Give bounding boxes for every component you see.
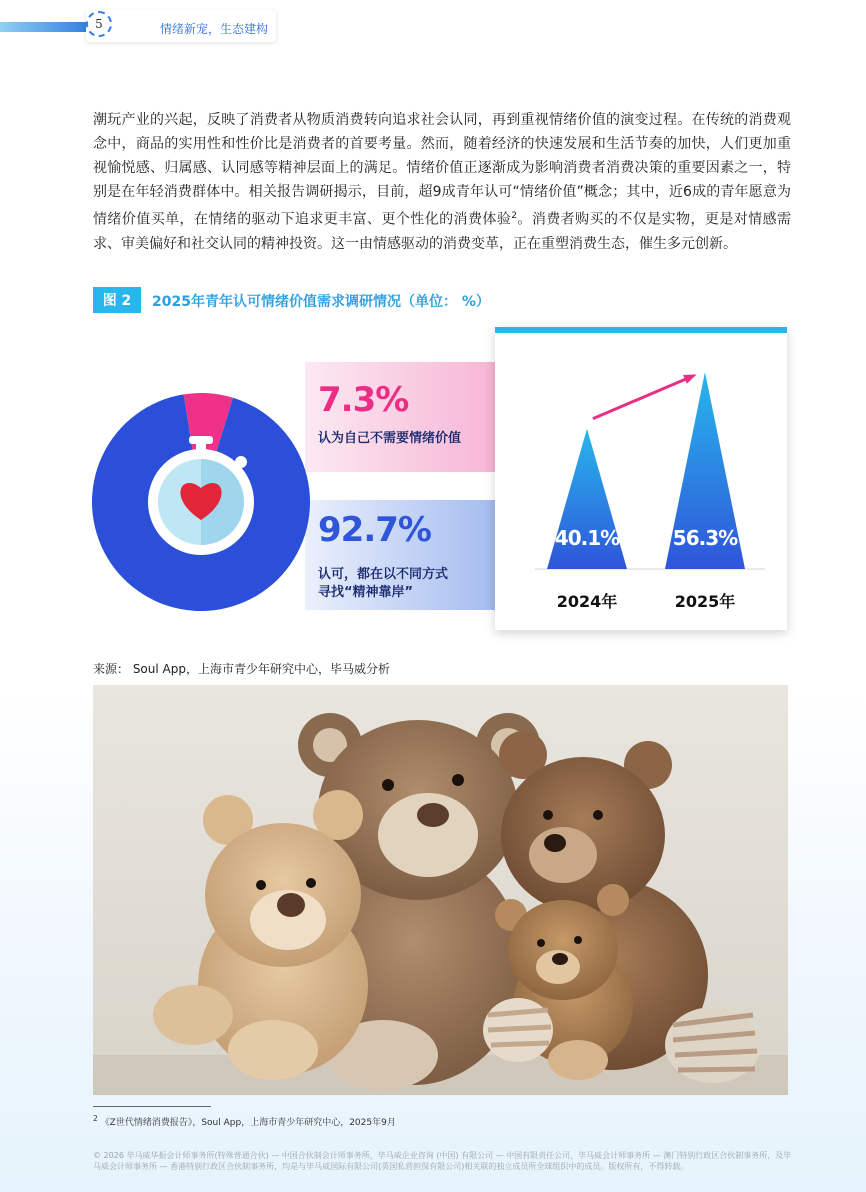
page-number-badge <box>86 11 112 37</box>
footnote-number: 2 <box>93 1114 98 1123</box>
growth-chart <box>495 333 787 630</box>
category-label: 2024年 <box>556 592 618 611</box>
figure-title: 2025年青年认可情绪价值需求调研情况（单位： %） <box>152 294 490 310</box>
intro-paragraph <box>93 108 791 256</box>
pct-label-approve: 92.7% <box>318 510 431 550</box>
footnote-ref: 2 <box>511 211 517 221</box>
growth-arrow-line <box>593 376 693 419</box>
pct-desc-line: 认为自己不需要情绪价值 <box>318 431 462 446</box>
pct-label-not-needed: 7.3% <box>318 380 409 420</box>
growth-chart-card <box>495 327 787 630</box>
pct-desc-line: 认可，都在以不同方式 <box>318 567 449 582</box>
pct-desc-approve <box>318 566 448 602</box>
footnote-text: 《Z世代情绪消费报告》，Soul App，上海市青少年研究中心，2025年9月 <box>100 1118 396 1128</box>
intro-text: 潮玩产业的兴起，反映了消费者从物质消费转向追求社会认同，再到重视情绪价值的演变过程。在传统的消费观念中，商品的实用性和性价比是消费者的首要考量。然而，随着经济的快速发展和生活节奏的加快，人们更加重视愉悦感、归属感、认同感等精神层面上的满足。情绪价值正逐渐成为影响消费者消费决策的重要因素之一，特别是在年轻消费群体中。相关报告调研揭示，目前，超9成青年认可“情绪价值”概念；其中，近6成的青年愿意为情绪价值买单，在情绪的驱动下追求更丰富、更个性化的消费体验 <box>93 112 791 228</box>
donut-chart <box>92 393 310 611</box>
bar-value-label: 40.1% <box>554 526 620 550</box>
page-number: 5 <box>95 17 103 31</box>
header-accent-bar <box>0 22 94 32</box>
pct-desc-line: 寻找“精神靠岸” <box>318 585 414 600</box>
section-title: 情绪新宠，生态建构 <box>160 22 269 36</box>
intro-text-continued: 。消费者购买的不仅是实物，更是对情感需求、审美偏好和社交认同的精神投资。这一由情感驱动的消费变革，正在重塑消费生态，催生多元创新。 <box>93 211 792 252</box>
pct-desc-not-needed <box>318 430 461 448</box>
footnote <box>93 1114 396 1128</box>
bar-value-label: 56.3% <box>672 526 738 550</box>
category-label: 2025年 <box>674 592 736 611</box>
growth-arrow-head <box>683 374 697 383</box>
teddy-bears-photo <box>93 685 788 1095</box>
stopwatch-stem <box>196 442 206 450</box>
figure-tag: 图 2 <box>93 287 141 313</box>
footnote-divider <box>93 1106 211 1107</box>
figure-source: 来源： Soul App，上海市青少年研究中心，毕马威分析 <box>93 662 390 676</box>
copyright-text: © 2026 毕马威华振会计师事务所(特殊普通合伙) — 中国合伙制会计师事务所，毕马威企业咨询 (中国) 有限公司 — 中国有限责任公司，毕马威会计师事务所 — 澳门特别行政区合伙制事务所，及毕马威会计师事务所 — 香港特别行政区合伙制事务所，均是与毕马威国际有限公司(英国私营担保有限公司)相关联的独立成员所全球组织中的成员。版权所有，不得转载。 <box>93 1151 792 1171</box>
